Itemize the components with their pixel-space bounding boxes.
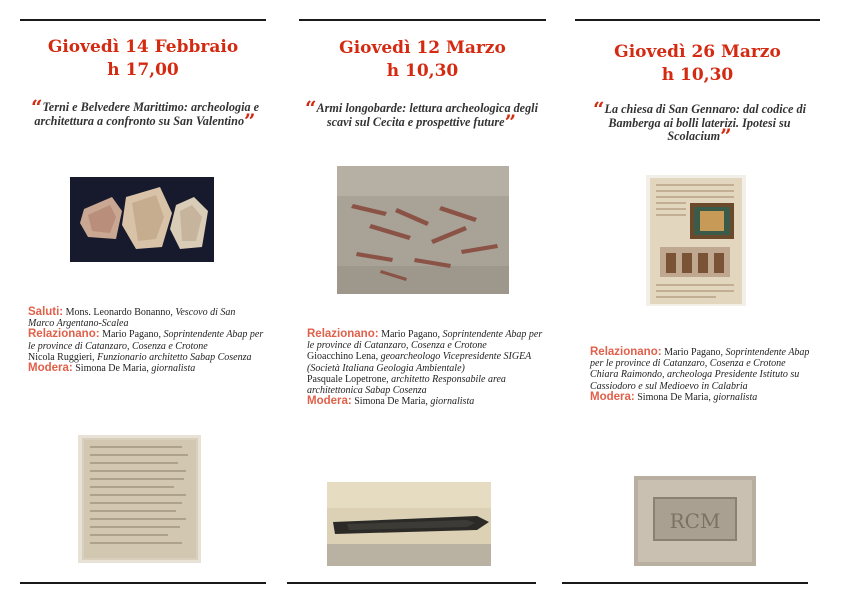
- relazionano-line: [590, 347, 818, 369]
- speaker-2-line: [590, 369, 818, 391]
- speaker-3-line: [307, 374, 543, 396]
- event-time: h 17,00: [107, 60, 179, 80]
- speaker-2-name: Gioacchino Lena,: [307, 351, 379, 363]
- event-title: [303, 96, 540, 134]
- event-time: h 10,30: [386, 61, 459, 81]
- event-title-text: Terni e Belvedere Marittimo: archeologia e architettura a confronto su San Valentino: [34, 100, 260, 128]
- speaker-2-line: [307, 351, 543, 373]
- modera-name: Simona De Maria,: [637, 391, 711, 403]
- event-time: h 10,30: [661, 65, 734, 85]
- speaker-1-name: Mario Pagano,: [102, 329, 161, 341]
- saluti-role: Vescovo di San Marco Argentano-Scalea: [28, 307, 236, 330]
- event-credits: [307, 329, 543, 407]
- modera-role: giornalista: [713, 391, 758, 403]
- speaker-2-name: Nicola Ruggieri,: [28, 351, 95, 363]
- event-column-2: [299, 0, 546, 595]
- modera-name: Simona De Maria,: [75, 363, 149, 375]
- relazionano-line: [28, 329, 264, 351]
- speaker-1-role: Soprintendente Abap per le province di Catanzaro, Cosenza e Crotone: [28, 329, 264, 352]
- modera-line: [307, 396, 543, 407]
- modera-label: Modera:: [590, 390, 635, 403]
- handwritten-document-photo: [78, 435, 201, 563]
- open-quote-mark: “: [30, 95, 43, 119]
- saluti-line: [28, 307, 264, 329]
- relazionano-label: Relazionano:: [28, 328, 100, 341]
- close-quote-mark: ”: [720, 124, 732, 149]
- event-date: [575, 41, 820, 87]
- event-date: [299, 37, 546, 83]
- modera-line: [28, 363, 264, 374]
- speaker-1-name: Mario Pagano,: [381, 329, 440, 340]
- event-title-text: La chiesa di San Gennaro: dal codice di Bamberga ai bolli laterizi. Ipotesi su Scolacium: [604, 102, 806, 144]
- event-title-text: Armi longobarde: lettura archeologica degli scavi sul Cecita e prospettive future: [316, 101, 538, 129]
- close-quote-mark: ”: [244, 108, 256, 133]
- event-day: Giovedì 26 Marzo: [614, 42, 781, 62]
- event-column-1: [20, 0, 266, 595]
- brick-stamp-photo: [634, 476, 756, 566]
- open-quote-mark: “: [593, 97, 605, 121]
- modera-role: giornalista: [151, 363, 196, 375]
- relazionano-label: Relazionano:: [307, 328, 379, 340]
- stamp-letters: RCM: [669, 509, 721, 533]
- illuminated-codex-photo: [646, 175, 746, 306]
- speaker-3-role: architetto Responsabile area architettonica Sabap Cosenza: [307, 373, 506, 397]
- speaker-3-name: Pasquale Lopetrone,: [307, 373, 389, 385]
- saluti-name: Mons. Leonardo Bonanno,: [65, 307, 173, 318]
- event-title: [583, 97, 816, 149]
- event-date: [20, 36, 266, 82]
- event-day: Giovedì 14 Febbraio: [47, 37, 239, 57]
- relazionano-label: Relazionano:: [590, 346, 662, 358]
- speaker-1-name: Mario Pagano,: [664, 347, 723, 358]
- modera-name: Simona De Maria,: [354, 396, 428, 408]
- relazionano-line: [307, 329, 543, 351]
- event-title: [26, 95, 264, 133]
- modera-role: giornalista: [430, 396, 475, 408]
- modera-label: Modera:: [28, 362, 73, 375]
- speaker-2-role: Chiara Raimondo, archeologa Presidente Istituto su Cassiodoro e sul Medioevo in Calabria: [590, 369, 800, 392]
- modera-label: Modera:: [307, 395, 352, 408]
- speaker-1-role: Soprintendente Abap per le province di Catanzaro, Cosenza e Crotone: [307, 329, 543, 352]
- ceramic-fragments-photo: [70, 177, 214, 262]
- event-credits: [590, 347, 818, 403]
- saluti-label: Saluti:: [28, 306, 64, 318]
- event-column-3: [575, 0, 820, 595]
- speaker-2-role: geoarcheologo Vicepresidente SIGEA (Società Italiana Geologia Ambientale): [307, 351, 532, 374]
- iron-sword-photo: [327, 482, 491, 566]
- excavation-weapons-photo: [337, 166, 509, 294]
- event-credits: [28, 307, 264, 374]
- open-quote-mark: “: [305, 96, 317, 120]
- event-day: Giovedì 12 Marzo: [339, 38, 506, 58]
- speaker-2-role: Funzionario architetto Sabap Cosenza: [97, 351, 252, 363]
- modera-line: [590, 392, 818, 403]
- speaker-1-role: Soprintendente Abap per le province di Catanzaro, Cosenza e Crotone: [590, 347, 810, 370]
- close-quote-mark: ”: [504, 109, 517, 134]
